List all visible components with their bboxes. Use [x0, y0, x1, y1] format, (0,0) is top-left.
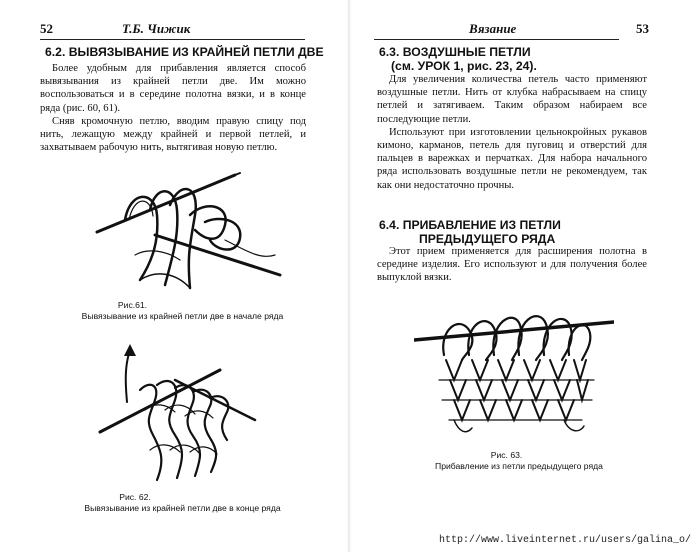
left-body-text	[40, 62, 306, 154]
figure-62-caption-text: Вывязывание из крайней петли две в конце ряда	[84, 503, 281, 513]
watermark-url: http://www.liveinternet.ru/users/galina_o/	[438, 535, 691, 546]
right-page	[349, 0, 699, 552]
section-heading-6-3-line2: (см. УРОК 1, рис. 23, 24).	[391, 59, 537, 73]
left-page	[0, 0, 349, 552]
figure-62-illustration	[95, 340, 260, 490]
figure-62-label: Рис. 62.	[119, 492, 151, 502]
section-6-4-text	[377, 245, 647, 285]
paragraph: Используют при изготовлении цельнокройных рукавов кимоно, карманов, петель для пуговиц и отверстий для пальцев в варежках и перчатках. Для набора начального ряда использовать воздушные петли не рекомендуем, так как они недостаточно прочны.	[377, 126, 647, 191]
paragraph: Сняв кромочную петлю, вводим правую спицу под нить, лежащую между крайней и первой петлей, и захватываем рабочую нить, вытягивая новую петлю.	[40, 115, 306, 154]
figure-63-caption-text: Прибавление из петли предыдущего ряда	[435, 461, 603, 471]
paragraph: Для увеличения количества петель часто применяют воздушные петли. Нить от клубка набрасываем на спицу петлей и затягиваем. Таким образом набираем все последующие петли.	[377, 74, 647, 125]
running-title-left: Т.Б. Чижик	[122, 21, 191, 36]
section-heading-6-2: 6.2. ВЫВЯЗЫВАНИЕ ИЗ КРАЙНЕЙ ПЕТЛИ ДВЕ	[45, 45, 324, 59]
figure-62-caption	[40, 492, 325, 514]
figure-63-illustration	[414, 300, 614, 440]
figure-61-illustration	[95, 160, 290, 295]
right-running-head	[374, 21, 649, 40]
paragraph: Этот прием применяется для расширения полотна в середине изделия. Его используют и для получения более выпуклой вязки.	[377, 246, 647, 284]
figure-61-label: Рис.61.	[117, 300, 148, 310]
figure-63-label: Рис. 63.	[490, 450, 523, 460]
left-running-head	[40, 21, 305, 40]
section-heading-6-3-line1: 6.3. ВОЗДУШНЫЕ ПЕТЛИ	[379, 45, 531, 59]
figure-61-caption	[40, 300, 325, 322]
paragraph: Более удобным для прибавления является способ вывязывания из крайней петли две. Им можно воспользоваться и в середине полотна вязки, и в конце ряда (рис. 60, 61).	[40, 63, 306, 114]
running-title-right: Вязание	[469, 21, 517, 36]
section-heading-6-4-line1: 6.4. ПРИБАВЛЕНИЕ ИЗ ПЕТЛИ	[379, 218, 561, 232]
section-heading-6-4-line2: ПРЕДЫДУЩЕГО РЯДА	[419, 232, 556, 246]
section-heading-6-4	[379, 218, 561, 246]
figure-63-caption	[399, 450, 639, 472]
section-heading-6-3	[379, 45, 537, 73]
section-6-3-text	[377, 73, 647, 192]
page-number-left: 52	[40, 21, 53, 36]
page-number-right: 53	[636, 21, 649, 36]
figure-61-caption-text: Вывязывание из крайней петли две в начале ряда	[81, 311, 284, 321]
